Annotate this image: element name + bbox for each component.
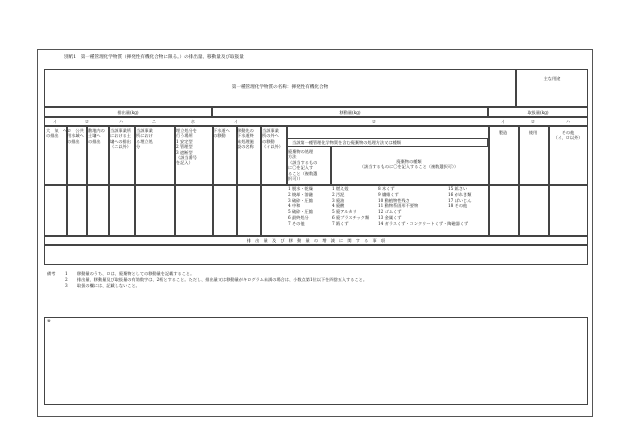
list-item: 2 汚泥 (332, 191, 345, 197)
handling-label: 取扱量(kg) (527, 110, 549, 115)
col-h-ro: 使用 (528, 130, 538, 135)
list-item: 1 燃え殻 (332, 186, 349, 191)
letter-h-ha: ハ (565, 119, 571, 124)
list-item: 17 ばいじん (448, 197, 472, 203)
memo-label: ※ (47, 319, 51, 324)
list-item: 13 金属くず (378, 214, 402, 220)
col-em-ha: 当該事業所 における土 壌への排出 （ニ以外） (110, 128, 131, 150)
list-item: 15 鉱さい (448, 186, 468, 191)
list-item: 6 廃プラスチック類 (332, 214, 370, 220)
list-item: 7 紙くず (332, 220, 349, 226)
emission-label: 排出量(kg) (117, 110, 139, 115)
list-item: 4 廃酸 (332, 203, 345, 209)
notes-label: 備考 (47, 271, 56, 276)
col-tr-i2: 移動先の 下水道終 末処理施 設の名称 (237, 128, 254, 150)
letter-em-ni: ニ (151, 119, 157, 124)
divider (212, 126, 214, 236)
page-header: 別紙1 第一種管理化学物質（揮発性有機化合物に限る。）の排出量、移動量及び取扱量 (64, 55, 244, 60)
list-item: 8 木くず (378, 186, 395, 191)
list-item: 5 破砕・圧縮 (288, 209, 313, 215)
kind-head: 廃棄物の種類 （該当するものに〇を記入すること（複数選択可）） (359, 159, 459, 170)
note-item: 排出量、移動量及び取扱量の有効数字は、2桁とすること。ただし、排出量又は移動量がキログラム未満の場合は、小数点第1位以下を四捨五入すること。 (77, 277, 368, 283)
table-title: 第一種管理化学物質の名称：揮発性有機化合物 (231, 85, 329, 90)
divider (548, 126, 550, 236)
letter-em-ha: ハ (118, 119, 124, 124)
use-cell (516, 69, 588, 107)
divider (488, 126, 490, 236)
list-item: 5 廃アルカリ (332, 209, 357, 215)
letter-em-i: イ (52, 119, 58, 124)
bottom-row-label: 排 出 量 及 び 移 動 量 の 増 減 に 関 す る 事 項 (246, 238, 386, 243)
letter-em-ro: ロ (84, 119, 90, 124)
list-item: 16 がれき類 (448, 191, 472, 197)
letter-tr-i: イ (233, 119, 239, 124)
col-tr-ro: 当該事業 所の外へ の移動 （イ以外） (262, 128, 283, 150)
method-list (288, 186, 313, 227)
memo-box (44, 317, 588, 405)
note-item: 移動量のうち、ロは、廃棄物としての移動量を記載すること。 (77, 271, 195, 276)
list-item: 18 その他 (448, 203, 468, 209)
col-em-ro: ロ 公共 用水域へ の排出 (67, 128, 84, 144)
row-divider (44, 184, 588, 186)
divider (518, 126, 520, 236)
col-em-ro2: 敷地内の 土壌へ の排出 (88, 128, 105, 144)
col-em-ho: 埋立処分を 行う場所 1 安定型 2 管理型 3 遮断型 （該当番号 を記入） (176, 128, 197, 166)
method-head: 廃棄物の処理 方法 （該当するもの に〇を記入す ること（複数選 択可）） (288, 149, 318, 182)
waste-head: 当該第一種管理化学物質を含む廃棄物の処理方法又は種類 (292, 140, 401, 145)
comment-cell (44, 245, 588, 265)
list-item: 1 脱水・乾燥 (288, 186, 313, 191)
list-item: 9 繊維くず (378, 191, 399, 197)
list-item: 14 ガラスくず・コンクリートくず・陶磁器くず (378, 220, 469, 226)
list-item: 4 中和 (288, 203, 301, 209)
kinds-col3 (448, 186, 471, 209)
list-item: 10 動植物性残さ (378, 197, 410, 203)
col-em-ni: 当該事業 所におけ る埋立処 分 (136, 128, 153, 150)
list-item: 3 廃油 (332, 197, 345, 203)
note-item: 取扱の欄には、記載しないこと。 (77, 283, 140, 289)
transfer-label: 移動量(kg) (339, 110, 361, 115)
list-item: 11 動物系固形不要物 (378, 203, 419, 209)
letter-em-ho: ホ (190, 119, 196, 124)
col-tr-i: 下水道へ の移動 (213, 128, 230, 139)
kinds-col1 (332, 186, 369, 227)
list-item: 7 その他 (288, 220, 305, 226)
list-item: 2 焼却・溶融 (288, 191, 313, 197)
list-item: 6 最終処分 (288, 214, 309, 220)
col-em-i: 大 気 へ の排出 (46, 128, 67, 139)
use-label: 主な用途 (543, 76, 561, 81)
col-h-i: 製造 (498, 130, 508, 135)
notes: 備考 1 移動量のうち、ロは、廃棄物としての移動量を記載すること。 2 排出量、移動量及び取扱量の有効数字は、2桁とすること。ただし、排出量又は移動量がキログラム未満の場合は、小数点第1位以下を四捨五入すること。 3 取扱の欄には、記載しないこと。 (47, 271, 368, 289)
letter-h-i: イ (500, 119, 506, 124)
list-item: 3 破砕・圧縮 (288, 197, 313, 203)
col-h-ha: その他 （イ、ロ以外） (553, 130, 583, 141)
letter-h-ro: ロ (530, 119, 536, 124)
letter-tr-ro: ロ (371, 119, 377, 124)
list-item: 12 ゴムくず (378, 209, 402, 215)
